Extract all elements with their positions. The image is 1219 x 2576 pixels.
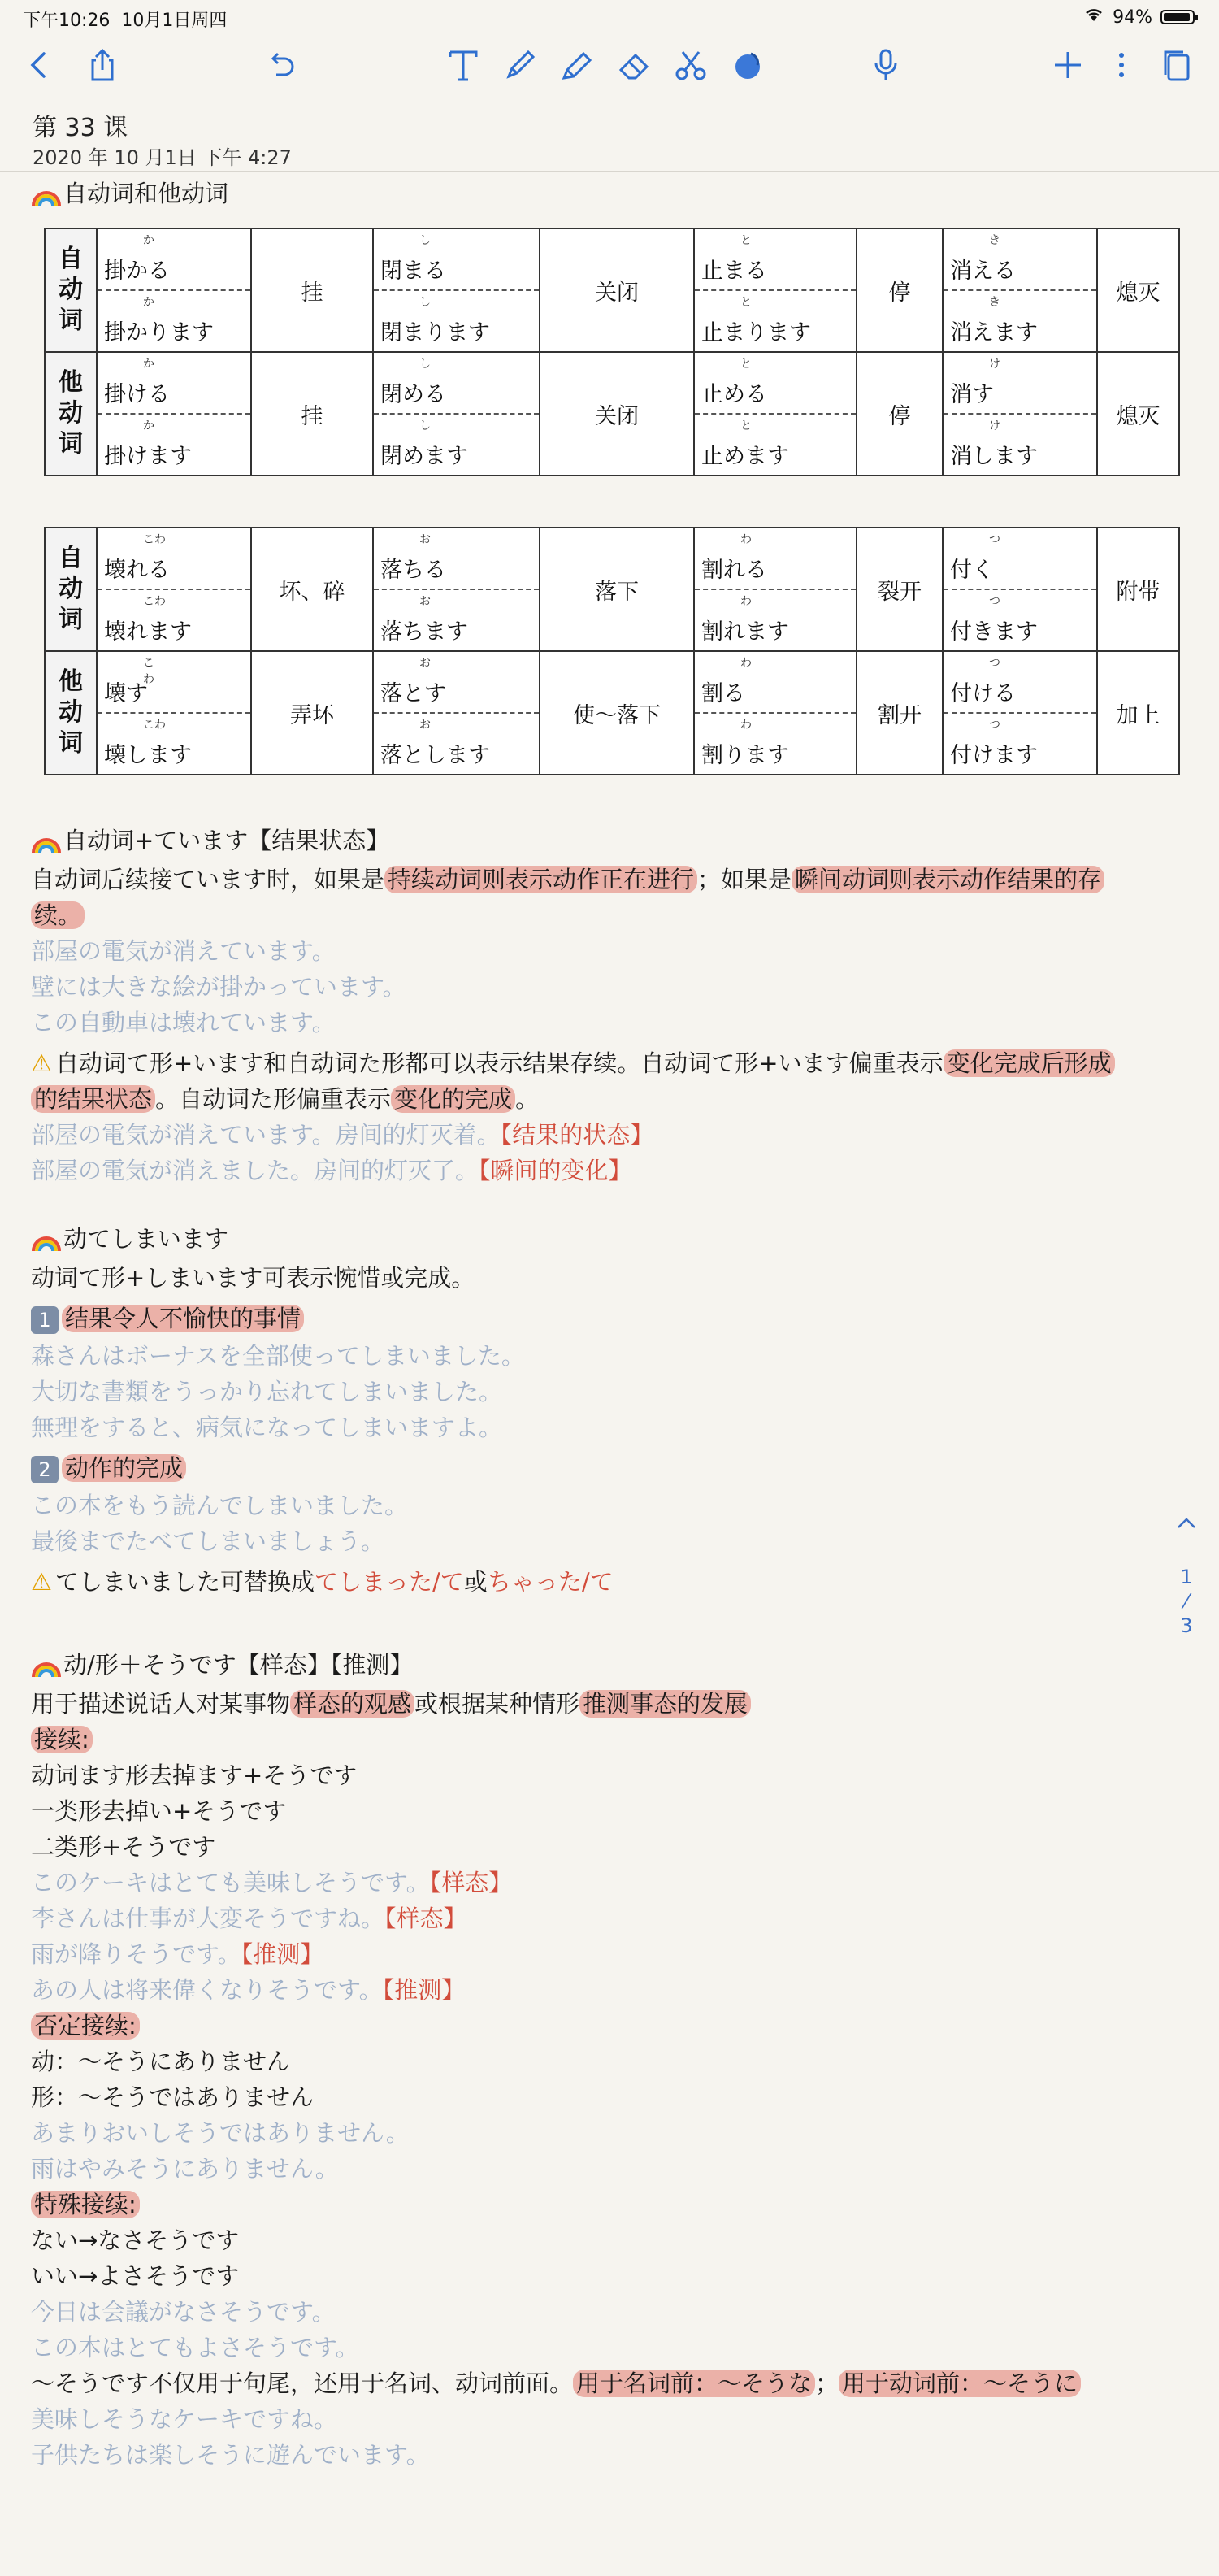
verb-table-2 (44, 527, 1180, 775)
pen-icon[interactable] (497, 42, 543, 88)
verb-masu-form: お 落ちます (373, 589, 540, 651)
verb-dictionary-form: と 止める (694, 352, 857, 414)
verb-masu-form: つ 付きます (943, 589, 1097, 651)
verb-translation: 停 (857, 228, 943, 352)
example-sentence: この本はとてもよさそうです。 (31, 2334, 359, 2361)
undo-icon[interactable] (258, 42, 304, 88)
verb-translation: 关闭 (540, 228, 694, 352)
row-label: 他 动 词 (45, 352, 97, 476)
example-sentence: あの人は将来偉くなりそうです。【推测】 (31, 1976, 466, 2004)
note-text: 一类形去掉い+そうです (31, 1797, 287, 1825)
scissors-icon[interactable] (668, 42, 714, 88)
verb-dictionary-form: こわ 壊れる (97, 528, 251, 589)
verb-dictionary-form: か 掛ける (97, 352, 251, 414)
verb-masu-form: と 止まります (694, 290, 857, 352)
note-text: ない→なさそうです (31, 2226, 240, 2254)
verb-masu-form: わ 割ります (694, 713, 857, 775)
note-text: いい→よさそうです (31, 2262, 240, 2290)
example-sentence: 部屋の電気が消えています。房间的灯灭着。【结果的状态】 (31, 1121, 654, 1149)
example-sentence: 部屋の電気が消えています。 (31, 937, 336, 965)
verb-translation: 割开 (857, 651, 943, 775)
verb-translation: 裂开 (857, 528, 943, 651)
verb-masu-form: か 掛かります (97, 290, 251, 352)
example-sentence: 部屋の電気が消えました。房间的灯灭了。【瞬间的变化】 (31, 1157, 632, 1184)
table-row (45, 651, 1179, 713)
status-bar (0, 0, 1219, 36)
note-text: 特殊接续: (31, 2188, 140, 2221)
verb-dictionary-form: つ 付ける (943, 651, 1097, 713)
note-text: 形：～そうではありません (31, 2083, 315, 2111)
warning-icon: ⚠ (31, 1568, 52, 1596)
verb-masu-form: し 閉めます (373, 414, 540, 476)
verb-translation: 挂 (251, 352, 373, 476)
verb-translation: 加上 (1097, 651, 1179, 775)
share-icon[interactable] (80, 42, 125, 88)
more-icon[interactable] (1099, 42, 1144, 88)
status-time: 下午10:26 10月1日周四 (23, 11, 228, 31)
verb-dictionary-form: と 止まる (694, 228, 857, 290)
verb-translation: 弄坏 (251, 651, 373, 775)
example-sentence: 子供たちは楽しそうに遊んでいます。 (31, 2441, 430, 2469)
verb-masu-form: し 閉まります (373, 290, 540, 352)
note-text: 二类形+そうです (31, 1833, 216, 1861)
scroll-up-icon[interactable] (1170, 1514, 1203, 1536)
highlighter-icon[interactable] (554, 42, 600, 88)
example-sentence: 今日は会議がなさそうです。 (31, 2298, 336, 2326)
verb-dictionary-form: し 閉まる (373, 228, 540, 290)
note-text: 用于描述说话人对某事物 样态的观感 或根据某种情形 推测事态的发展 (31, 1688, 751, 1720)
toolbar (0, 36, 1219, 94)
verb-masu-form: お 落とします (373, 713, 540, 775)
verb-dictionary-form: お 落とす (373, 651, 540, 713)
verb-translation: 挂 (251, 228, 373, 352)
pages-icon[interactable] (1154, 42, 1199, 88)
note-title[interactable]: 第 33 课 (33, 114, 128, 142)
note-text: ⚠ 自动词て形+います和自动词た形都可以表示结果存续。自动词て形+います偏重表示 变化完成后形成 (31, 1047, 1115, 1079)
eraser-icon[interactable] (611, 42, 657, 88)
verb-masu-form: こわ 壊します (97, 713, 251, 775)
microphone-icon[interactable] (863, 42, 909, 88)
verb-masu-form: つ 付けます (943, 713, 1097, 775)
verb-masu-form: き 消えます (943, 290, 1097, 352)
verb-dictionary-form: お 落ちる (373, 528, 540, 589)
verb-masu-form: こわ 壊れます (97, 589, 251, 651)
example-sentence: このケーキはとても美味しそうです。【样态】 (31, 1869, 513, 1896)
page-total: 3 (1180, 1614, 1193, 1637)
note-text: 的结果状态 。自动词た形偏重表示 变化的完成 。 (31, 1083, 539, 1115)
section-heading: 自动词和他动词 (31, 177, 228, 210)
keycap-number-icon: 1 (31, 1306, 59, 1334)
verb-masu-form: け 消します (943, 414, 1097, 476)
verb-masu-form: わ 割れます (694, 589, 857, 651)
verb-translation: 落下 (540, 528, 694, 651)
note-text: 续。 (31, 899, 85, 932)
example-sentence: あまりおいしそうではありません。 (31, 2119, 410, 2147)
shape-tool-icon[interactable] (727, 42, 772, 88)
wifi-icon (1083, 7, 1104, 28)
table-row (45, 528, 1179, 589)
example-sentence: 大切な書類をうっかり忘れてしまいました。 (31, 1378, 503, 1405)
note-text: ～そうです不仅用于句尾，还用于名词、动词前面。 用于名词前：～そうな ； 用于动词前：～そうに (31, 2367, 1081, 2400)
note-text: 2 动作的完成 (31, 1452, 186, 1484)
page-separator: ⁄ (1184, 1590, 1188, 1613)
example-sentence: この自動車は壊れています。 (31, 1009, 336, 1036)
example-sentence: 森さんはボーナスを全部使ってしまいました。 (31, 1342, 525, 1370)
row-label: 自 动 词 (45, 228, 97, 352)
section-heading: 自动词+ています【结果状态】 (31, 824, 389, 857)
verb-table-1 (44, 228, 1180, 476)
verb-dictionary-form: し 閉める (373, 352, 540, 414)
verb-dictionary-form: け 消す (943, 352, 1097, 414)
warning-icon: ⚠ (31, 1049, 52, 1077)
note-header (0, 96, 1219, 172)
back-icon[interactable] (16, 42, 62, 88)
note-text: 否定接续: (31, 2009, 140, 2042)
add-icon[interactable] (1045, 42, 1091, 88)
note-datetime: 2020 年 10 月1日 下午 4:27 (33, 146, 292, 169)
rainbow-icon (31, 828, 62, 856)
table-row (45, 352, 1179, 414)
rainbow-icon (31, 1227, 62, 1254)
example-sentence: 雨はやみそうにありません。 (31, 2155, 339, 2183)
battery-percent: 94% (1113, 7, 1152, 28)
section-heading: 动てしまいます (31, 1223, 228, 1255)
battery-icon (1160, 10, 1195, 24)
note-text: 动词て形+しまいます可表示惋惜或完成。 (31, 1264, 475, 1292)
note-text: 接续: (31, 1723, 93, 1756)
verb-translation: 坏、碎 (251, 528, 373, 651)
example-sentence: 美味しそうなケーキですね。 (31, 2405, 338, 2433)
verb-translation: 附带 (1097, 528, 1179, 651)
note-text: 动：～そうにありません (31, 2048, 291, 2075)
table-row (45, 228, 1179, 290)
page-current: 1 (1180, 1566, 1193, 1588)
text-tool-icon[interactable] (440, 42, 486, 88)
note-text: 动词ます形去掉ます+そうです (31, 1761, 358, 1789)
rainbow-icon (31, 181, 62, 209)
verb-translation: 关闭 (540, 352, 694, 476)
verb-dictionary-form: こわ 壊す (97, 651, 251, 713)
example-sentence: 壁には大きな絵が掛かっています。 (31, 973, 406, 1001)
example-sentence: 無理をすると、病気になってしまいますよ。 (31, 1414, 503, 1441)
row-label: 自 动 词 (45, 528, 97, 651)
verb-dictionary-form: わ 割る (694, 651, 857, 713)
verb-translation: 使～落下 (540, 651, 694, 775)
verb-masu-form: と 止めます (694, 414, 857, 476)
example-sentence: 最後までたべてしまいましょう。 (31, 1527, 385, 1555)
rainbow-icon (31, 1653, 62, 1680)
note-text: 自动词后续接ています时，如果是 持续动词则表示动作正在进行 ；如果是 瞬间动词则表示动作结果的存 (31, 863, 1104, 896)
row-label: 他 动 词 (45, 651, 97, 775)
note-text: ⚠ てしまいました可替换成てしまった/て或ちゃった/て (31, 1566, 614, 1598)
verb-translation: 熄灭 (1097, 352, 1179, 476)
verb-translation: 停 (857, 352, 943, 476)
keycap-number-icon: 2 (31, 1456, 59, 1483)
verb-dictionary-form: か 掛かる (97, 228, 251, 290)
example-sentence: 李さんは仕事が大変そうですね。【样态】 (31, 1905, 467, 1932)
verb-dictionary-form: わ 割れる (694, 528, 857, 589)
section-heading: 动/形＋そうです【样态】【推测】 (31, 1649, 413, 1681)
verb-translation: 熄灭 (1097, 228, 1179, 352)
verb-dictionary-form: き 消える (943, 228, 1097, 290)
example-sentence: 雨が降りそうです。【推测】 (31, 1940, 324, 1968)
verb-dictionary-form: つ 付く (943, 528, 1097, 589)
note-text: 1 结果令人不愉快的事情 (31, 1302, 304, 1335)
example-sentence: この本をもう読んでしまいました。 (31, 1492, 409, 1519)
verb-masu-form: か 掛けます (97, 414, 251, 476)
